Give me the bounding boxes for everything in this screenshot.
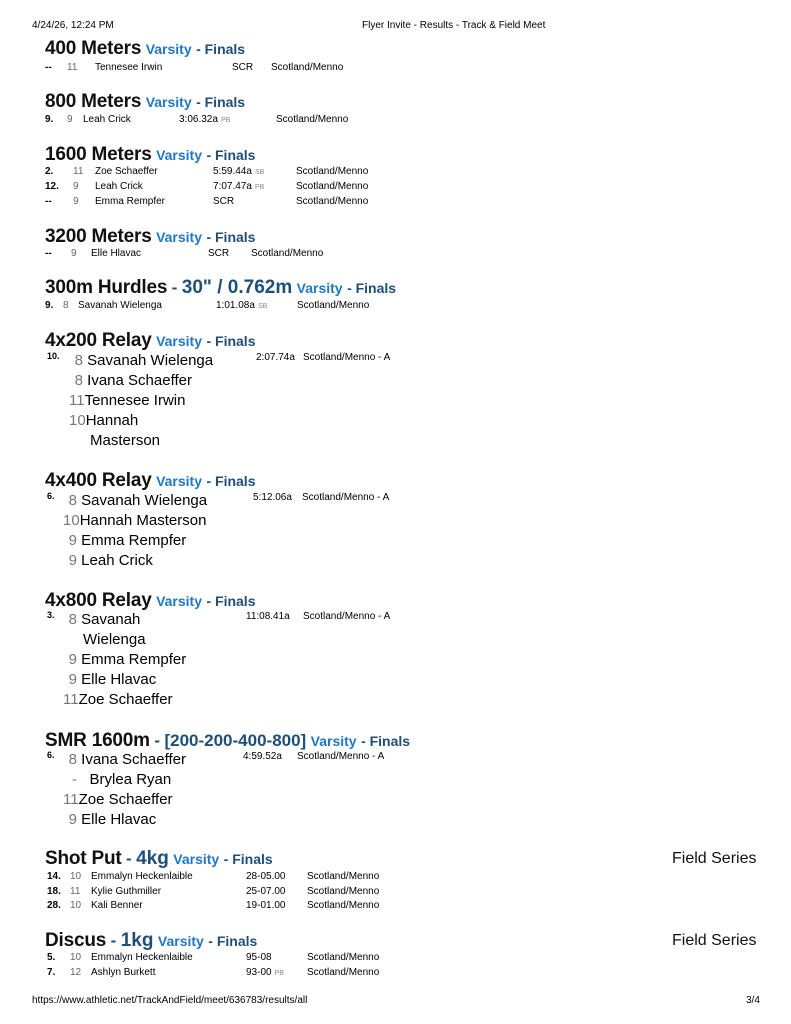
athlete-name[interactable]: Brylea Ryan bbox=[89, 771, 172, 788]
event-title-smr-1600m bbox=[45, 730, 410, 752]
relay-result[interactable] bbox=[45, 750, 465, 860]
relay-result[interactable] bbox=[45, 351, 465, 461]
mark: 25-07.00 bbox=[246, 886, 286, 897]
result-row[interactable] bbox=[45, 900, 465, 915]
print-url: https://www.athletic.net/TrackAndField/meet/636783/results/all bbox=[32, 995, 308, 1006]
mark: 95-08 bbox=[246, 952, 272, 963]
relay-result[interactable] bbox=[45, 491, 465, 601]
mark: SCR bbox=[232, 62, 254, 73]
round-label[interactable]: - Finals bbox=[206, 229, 256, 245]
grade: 11 bbox=[69, 392, 85, 409]
event-name: 1600 Meters bbox=[45, 144, 152, 165]
result-row[interactable] bbox=[45, 967, 465, 982]
athlete-name[interactable]: Kylie Guthmiller bbox=[91, 886, 162, 897]
mark: 3:06.32a PB bbox=[179, 114, 231, 125]
athlete-name[interactable]: Savanah bbox=[81, 611, 141, 628]
athlete-name[interactable]: Savanah Wielenga bbox=[87, 352, 214, 369]
athlete-name[interactable]: Emma Rempfer bbox=[81, 651, 187, 668]
event-spec: 4kg bbox=[136, 848, 169, 869]
round-label[interactable]: - Finals bbox=[208, 933, 258, 949]
mark: 28-05.00 bbox=[246, 871, 286, 882]
team-name[interactable]: Scotland/Menno - A bbox=[303, 611, 391, 622]
grade: 10 bbox=[70, 952, 82, 963]
mark: 19-01.00 bbox=[246, 900, 286, 911]
place: -- bbox=[45, 248, 52, 259]
result-row[interactable] bbox=[45, 952, 465, 967]
mark: 5:59.44a SB bbox=[213, 166, 265, 177]
mark-tag: PB bbox=[220, 117, 231, 124]
round-label[interactable]: - Finals bbox=[223, 851, 273, 867]
result-row[interactable] bbox=[45, 886, 465, 901]
team-name[interactable]: Scotland/Menno bbox=[251, 248, 324, 259]
relay-leg bbox=[69, 352, 213, 369]
mark: 5:12.06a bbox=[253, 492, 292, 503]
athlete-name[interactable]: Elle Hlavac bbox=[81, 671, 157, 688]
field-series-link[interactable]: Field Series bbox=[672, 932, 757, 949]
mark-tag: PB bbox=[274, 970, 284, 977]
athlete-name[interactable]: Elle Hlavac bbox=[81, 811, 157, 828]
grade: 8 bbox=[63, 300, 69, 311]
event-name: SMR 1600m bbox=[45, 730, 150, 751]
division-label[interactable]: Varsity bbox=[173, 851, 220, 867]
grade: 11 bbox=[63, 791, 79, 808]
grade: 8 bbox=[74, 352, 83, 369]
athlete-name[interactable]: Hannah bbox=[85, 412, 139, 429]
result-row[interactable] bbox=[45, 114, 465, 129]
grade: 8 bbox=[74, 372, 83, 389]
grade: 10 bbox=[69, 412, 86, 429]
print-datetime: 4/24/26, 12:24 PM bbox=[32, 20, 114, 31]
athlete-name[interactable]: Tennesee Irwin bbox=[95, 62, 163, 73]
relay-leg bbox=[69, 372, 192, 389]
event-spec: 1kg bbox=[120, 930, 154, 951]
result-row[interactable] bbox=[45, 62, 465, 77]
grade: 9 bbox=[68, 532, 77, 549]
mark: 11:08.41a bbox=[246, 611, 290, 622]
athlete-name[interactable]: Kali Benner bbox=[91, 900, 143, 911]
grade: 8 bbox=[68, 751, 77, 768]
place: 14. bbox=[47, 871, 61, 882]
relay-leg bbox=[63, 532, 186, 549]
mark: 1:01.08a SB bbox=[216, 300, 268, 311]
team-name[interactable]: Scotland/Menno bbox=[307, 900, 380, 911]
team-name[interactable]: Scotland/Menno bbox=[307, 967, 380, 978]
relay-leg bbox=[63, 492, 207, 509]
athlete-name[interactable]: Elle Hlavac bbox=[91, 248, 142, 259]
athlete-name[interactable]: Zoe Schaeffer bbox=[95, 166, 158, 177]
event-title-discus bbox=[45, 930, 257, 952]
result-row[interactable] bbox=[45, 181, 465, 196]
place: 6. bbox=[47, 750, 55, 760]
spec-separator: - bbox=[154, 731, 160, 750]
place: 9. bbox=[45, 114, 54, 125]
event-spec: 30" / 0.762m bbox=[181, 277, 293, 298]
round-label[interactable]: - Finals bbox=[196, 94, 246, 110]
relay-leg bbox=[63, 811, 156, 828]
place: -- bbox=[45, 62, 52, 73]
print-title: Flyer Invite - Results - Track & Field Meet bbox=[362, 20, 546, 31]
round-label[interactable]: - Finals bbox=[196, 41, 246, 57]
event-title-4x800-relay bbox=[45, 590, 255, 612]
grade: - bbox=[72, 771, 77, 788]
page-number: 3/4 bbox=[746, 995, 760, 1006]
spec-separator: - bbox=[110, 931, 117, 950]
team-name[interactable]: Scotland/Menno bbox=[307, 952, 380, 963]
event-name: Shot Put bbox=[45, 848, 122, 869]
grade: 8 bbox=[68, 492, 77, 509]
event-name: 4x800 Relay bbox=[45, 590, 152, 611]
event-title-800m bbox=[45, 91, 245, 113]
athlete-name-cont: Masterson bbox=[90, 432, 161, 449]
division-label[interactable]: Varsity bbox=[157, 933, 204, 949]
event-name: 4x200 Relay bbox=[45, 330, 152, 351]
event-name: 4x400 Relay bbox=[45, 470, 152, 491]
event-title-4x400-relay bbox=[45, 470, 255, 492]
grade: 9 bbox=[73, 181, 79, 192]
mark: 2:07.74a bbox=[256, 352, 295, 363]
grade: 9 bbox=[71, 248, 77, 259]
relay-leg bbox=[63, 651, 186, 668]
place: 18. bbox=[47, 886, 61, 897]
team-name[interactable]: Scotland/Menno bbox=[296, 166, 369, 177]
grade: 9 bbox=[68, 651, 77, 668]
result-row[interactable] bbox=[45, 871, 465, 886]
team-name[interactable]: Scotland/Menno bbox=[297, 300, 370, 311]
event-title-1600m bbox=[45, 144, 255, 166]
event-spec: [200-200-400-800] bbox=[164, 731, 307, 750]
round-label[interactable]: - Finals bbox=[206, 147, 256, 163]
athlete-name[interactable]: Emma Rempfer bbox=[95, 196, 166, 207]
team-name[interactable]: Scotland/Menno - A bbox=[303, 352, 391, 363]
grade: 12 bbox=[70, 967, 82, 978]
result-row[interactable] bbox=[45, 196, 465, 211]
team-name[interactable]: Scotland/Menno bbox=[307, 871, 380, 882]
place: 28. bbox=[47, 900, 61, 911]
grade: 11 bbox=[67, 62, 78, 73]
mark-tag: SB bbox=[254, 169, 265, 176]
relay-leg bbox=[63, 791, 173, 808]
result-row[interactable] bbox=[45, 300, 465, 315]
result-row[interactable] bbox=[45, 248, 465, 263]
athlete-name[interactable]: Savanah Wielenga bbox=[78, 300, 162, 311]
division-label[interactable]: Varsity bbox=[156, 333, 203, 349]
mark-tag: PB bbox=[254, 184, 265, 191]
division-label[interactable]: Varsity bbox=[156, 229, 202, 245]
athlete-name[interactable]: Leah Crick bbox=[83, 114, 131, 125]
athlete-name[interactable]: Ivana Schaeffer bbox=[81, 751, 186, 768]
grade: 10 bbox=[70, 900, 82, 911]
relay-leg bbox=[63, 512, 206, 529]
relay-leg bbox=[63, 751, 186, 768]
event-name: 800 Meters bbox=[45, 91, 142, 112]
grade: 9 bbox=[73, 196, 79, 207]
place: 2. bbox=[45, 166, 54, 177]
field-series-link[interactable]: Field Series bbox=[672, 850, 757, 867]
athlete-name[interactable]: Emmalyn Heckenlaible bbox=[91, 871, 193, 882]
round-label[interactable]: - Finals bbox=[206, 333, 256, 349]
place: 9. bbox=[45, 300, 54, 311]
event-name: Discus bbox=[45, 930, 107, 951]
team-name[interactable]: Scotland/Menno bbox=[296, 196, 369, 207]
team-name[interactable]: Scotland/Menno bbox=[296, 181, 369, 192]
relay-leg bbox=[63, 611, 140, 628]
grade: 11 bbox=[63, 691, 79, 708]
place: 5. bbox=[47, 952, 56, 963]
division-label[interactable]: Varsity bbox=[145, 94, 192, 110]
place: -- bbox=[45, 196, 52, 207]
athlete-name[interactable]: Zoe Schaeffer bbox=[78, 691, 173, 708]
event-title-4x200-relay bbox=[45, 330, 255, 352]
event-title-400m bbox=[45, 38, 245, 60]
athlete-name[interactable]: Hannah Masterson bbox=[79, 512, 207, 529]
relay-leg bbox=[63, 671, 156, 688]
place: 12. bbox=[45, 181, 59, 192]
spec-separator: - bbox=[125, 849, 132, 868]
division-label[interactable]: Varsity bbox=[156, 147, 202, 163]
event-name: 3200 Meters bbox=[45, 226, 152, 247]
round-label[interactable]: - Finals bbox=[347, 280, 397, 296]
relay-leg bbox=[63, 771, 171, 788]
grade: 9 bbox=[68, 811, 77, 828]
athlete-name[interactable]: Ivana Schaeffer bbox=[87, 372, 192, 389]
team-name[interactable]: Scotland/Menno - A bbox=[297, 751, 385, 762]
grade: 11 bbox=[70, 886, 81, 897]
athlete-name[interactable]: Leah Crick bbox=[95, 181, 143, 192]
mark: SCR bbox=[208, 248, 230, 259]
grade: 9 bbox=[67, 114, 73, 125]
grade: 10 bbox=[63, 512, 80, 529]
relay-leg bbox=[63, 552, 153, 569]
division-label[interactable]: Varsity bbox=[156, 593, 203, 609]
relay-leg bbox=[69, 392, 185, 409]
grade: 8 bbox=[68, 611, 77, 628]
athlete-name[interactable]: Leah Crick bbox=[81, 552, 153, 569]
event-title-shot-put bbox=[45, 848, 273, 870]
team-name[interactable]: Scotland/Menno bbox=[276, 114, 349, 125]
team-name[interactable]: Scotland/Menno bbox=[307, 886, 380, 897]
result-row[interactable] bbox=[45, 166, 465, 181]
place: 3. bbox=[47, 610, 55, 620]
grade: 10 bbox=[70, 871, 82, 882]
division-label[interactable]: Varsity bbox=[296, 280, 343, 296]
athlete-name-cont: Wielenga bbox=[83, 631, 146, 648]
event-name: 400 Meters bbox=[45, 38, 142, 59]
round-label[interactable]: - Finals bbox=[206, 473, 256, 489]
relay-leg bbox=[63, 691, 173, 708]
division-label[interactable]: Varsity bbox=[310, 733, 357, 749]
athlete-name[interactable]: Tennesee Irwin bbox=[84, 392, 186, 409]
athlete-name[interactable]: Savanah Wielenga bbox=[81, 492, 208, 509]
athlete-name[interactable]: Emma Rempfer bbox=[81, 532, 187, 549]
grade: 9 bbox=[68, 671, 77, 688]
mark: 4:59.52a bbox=[243, 751, 282, 762]
place: 6. bbox=[47, 491, 55, 501]
mark: SCR bbox=[213, 196, 235, 207]
grade: 11 bbox=[73, 166, 84, 177]
athlete-name[interactable]: Zoe Schaeffer bbox=[78, 791, 173, 808]
athlete-name[interactable]: Ashlyn Burkett bbox=[91, 967, 156, 978]
relay-leg bbox=[69, 412, 138, 429]
place: 10. bbox=[47, 351, 60, 361]
division-label[interactable]: Varsity bbox=[156, 473, 203, 489]
spec-separator: - bbox=[171, 278, 178, 297]
event-title-300m-hurdles bbox=[45, 277, 396, 299]
division-label[interactable]: Varsity bbox=[145, 41, 192, 57]
team-name[interactable]: Scotland/Menno - A bbox=[302, 492, 390, 503]
round-label[interactable]: - Finals bbox=[361, 733, 411, 749]
grade: 9 bbox=[68, 552, 77, 569]
place: 7. bbox=[47, 967, 56, 978]
mark: 93-00 PB bbox=[246, 967, 284, 978]
round-label[interactable]: - Finals bbox=[206, 593, 256, 609]
mark: 7:07.47a PB bbox=[213, 181, 265, 192]
mark-tag: SB bbox=[257, 303, 268, 310]
relay-result[interactable] bbox=[45, 610, 465, 720]
team-name[interactable]: Scotland/Menno bbox=[271, 62, 344, 73]
event-name: 300m Hurdles bbox=[45, 277, 168, 298]
athlete-name[interactable]: Emmalyn Heckenlaible bbox=[91, 952, 193, 963]
event-title-3200m bbox=[45, 226, 255, 248]
